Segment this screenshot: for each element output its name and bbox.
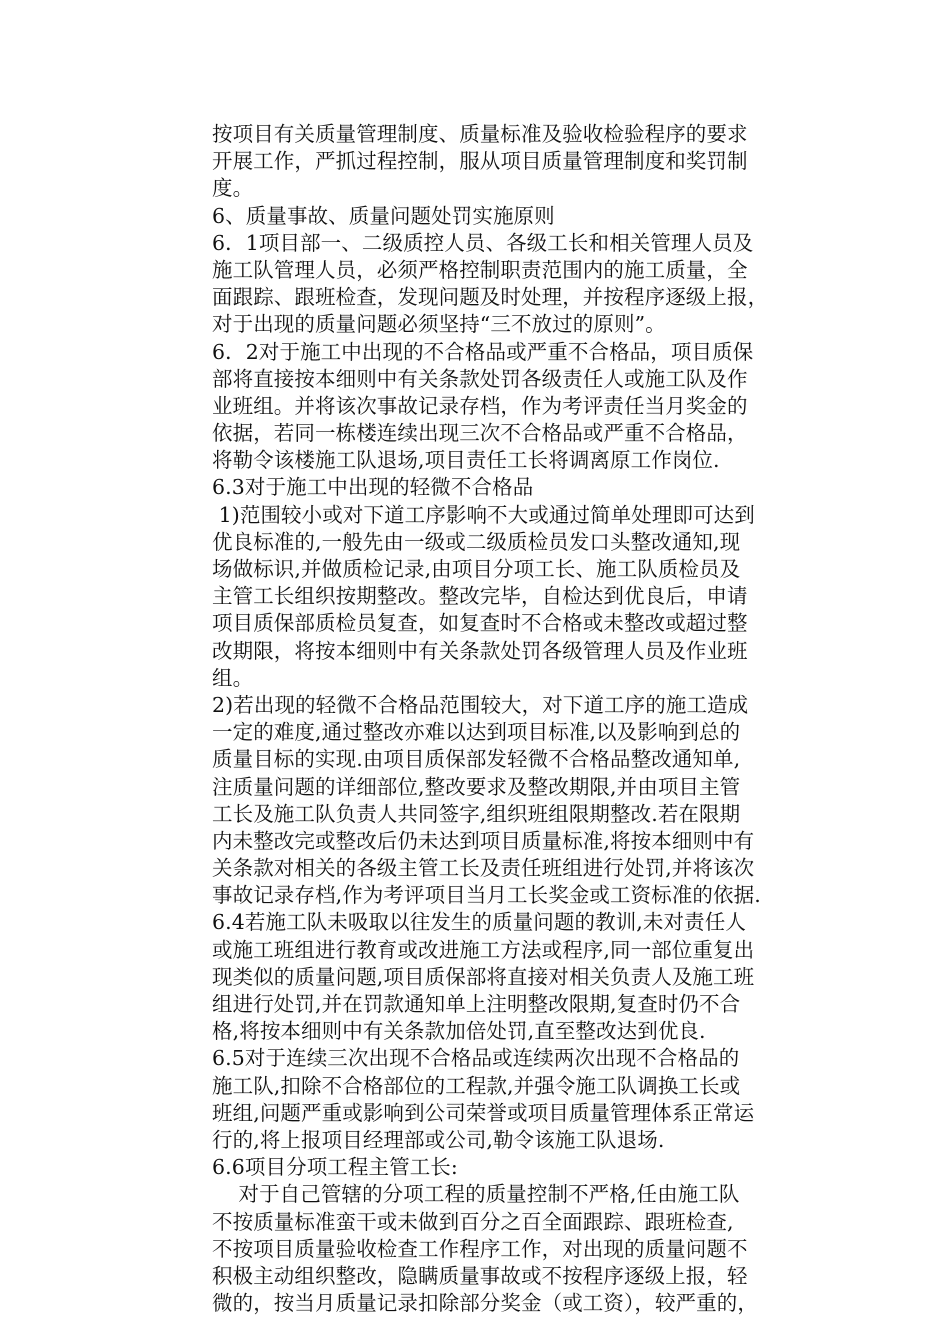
text-line: 场做标识,并做质检记录,由项目分项工长、施工队质检员及 xyxy=(212,557,741,581)
text-line: 不按质量标准蛮干或未做到百分之百全面跟踪、跟班检查, xyxy=(212,1209,734,1234)
text-line: 度。 xyxy=(212,176,254,201)
text-line: 将勒令该楼施工队退场,项目责任工长将调离原工作岗位. xyxy=(212,448,720,473)
document-body xyxy=(212,121,812,1317)
text-line: 6.6项目分项工程主管工长: xyxy=(212,1155,458,1180)
text-line: 面跟踪、跟班检查，发现问题及时处理，并按程序逐级上报， xyxy=(212,285,769,310)
text-line: 行的,将上报项目经理部或公司,勒令该施工队退场. xyxy=(212,1127,665,1152)
text-line: 按项目有关质量管理制度、质量标准及验收检验程序的要求 xyxy=(212,122,748,146)
text-line: 一定的难度,通过整改亦难以达到项目标准,以及影响到总的 xyxy=(212,720,741,745)
text-line: 微的，按当月质量记录扣除部分奖金（或工资），较严重的， xyxy=(212,1291,758,1316)
text-line: 项目质保部质检员复查，如复查时不合格或未整改或超过整 xyxy=(212,611,748,636)
text-line: 6．2对于施工中出现的不合格品或严重不合格品，项目质保 xyxy=(212,339,754,364)
text-line: 1)范围较小或对下道工序影响不大或通过简单处理即可达到 xyxy=(212,502,755,527)
text-line: 事故记录存档,作为考评项目当月工长奖金或工资标准的依据. xyxy=(212,883,761,908)
text-line: 开展工作，严抓过程控制，服从项目质量管理制度和奖罚制 xyxy=(212,149,748,174)
text-line: 依据，若同一栋楼连续出现三次不合格品或严重不合格品， xyxy=(212,421,748,446)
text-line: 注质量问题的详细部位,整改要求及整改期限,并由项目主管 xyxy=(212,774,741,799)
text-line: 积极主动组织整改，隐瞒质量事故或不按程序逐级上报，轻 xyxy=(212,1263,748,1288)
text-line: 关条款对相关的各级主管工长及责任班组进行处罚,并将该次 xyxy=(212,856,755,881)
text-line: 施工队管理人员，必须严格控制职责范围内的施工质量，全 xyxy=(212,257,748,282)
text-line: 组进行处罚,并在罚款通知单上注明整改限期,复查时仍不合 xyxy=(212,992,741,1016)
text-line: 主管工长组织按期整改。整改完毕，自检达到优良后，申请 xyxy=(212,584,748,609)
text-line: 业班组。并将该次事故记录存档，作为考评责任当月奖金的 xyxy=(212,393,748,418)
text-line: 6．1项目部一、二级质控人员、各级工长和相关管理人员及 xyxy=(212,230,754,255)
text-line: 2)若出现的轻微不合格品范围较大，对下道工序的施工造成 xyxy=(212,692,749,717)
text-line: 班组,问题严重或影响到公司荣誉或项目质量管理体系正常运 xyxy=(212,1100,755,1125)
text-line: 6.5对于连续三次出现不合格品或连续两次出现不合格品的 xyxy=(212,1046,740,1071)
text-line: 或施工班组进行教育或改进施工方法或程序,同一部位重复出 xyxy=(212,937,755,962)
text-line: 施工队,扣除不合格部位的工程款,并强令施工队调换工长或 xyxy=(212,1073,741,1098)
text-line: 质量目标的实现.由项目质保部发轻微不合格品整改通知单, xyxy=(212,747,741,772)
text-line: 格,将按本细则中有关条款加倍处罚,直至整改达到优良. xyxy=(212,1019,706,1044)
text-line: 组。 xyxy=(212,665,254,690)
text-line: 优良标准的,一般先由一级或二级质检员发口头整改通知,现 xyxy=(212,529,741,554)
text-line: 对于出现的质量问题必须坚持“三不放过的原则”。 xyxy=(212,312,666,337)
section-heading: 6、质量事故、质量问题处罚实施原则 xyxy=(212,203,555,228)
text-line: 工长及施工队负责人共同签字,组织班组限期整改.若在限期 xyxy=(212,801,741,826)
text-line: 现类似的质量问题,项目质保部将直接对相关负责人及施工班 xyxy=(212,964,755,989)
text-line: 内未整改完或整改后仍未达到项目质量标准,将按本细则中有 xyxy=(212,828,755,853)
text-line: 部将直接按本细则中有关条款处罚各级责任人或施工队及作 xyxy=(212,366,748,391)
text-line: 6.3对于施工中出现的轻微不合格品 xyxy=(212,475,534,500)
text-line: 改期限，将按本细则中有关条款处罚各级管理人员及作业班 xyxy=(212,638,748,663)
text-line: 6.4若施工队未吸取以往发生的质量问题的教训,未对责任人 xyxy=(212,910,746,935)
text-line: 不按项目质量验收检查工作程序工作，对出现的质量问题不 xyxy=(212,1236,748,1261)
text-line: 对于自己管辖的分项工程的质量控制不严格,任由施工队 xyxy=(212,1182,740,1207)
